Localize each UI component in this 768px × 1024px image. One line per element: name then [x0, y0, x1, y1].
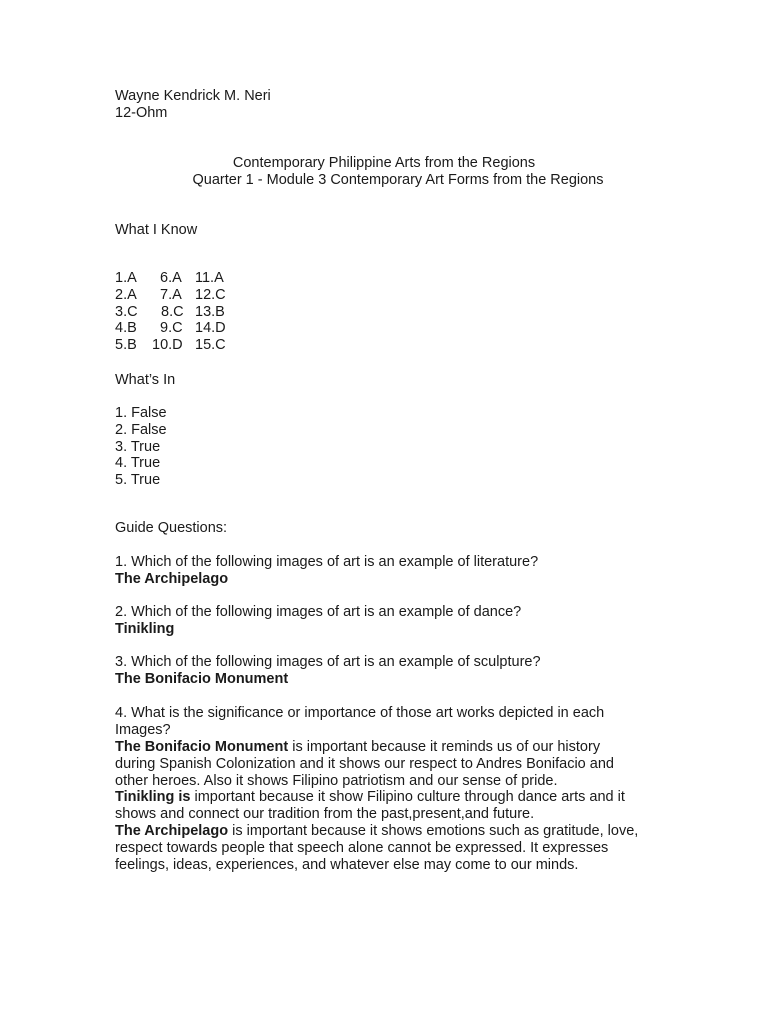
document-title: Contemporary Philippine Arts from the Regions	[232, 155, 536, 171]
guide-questions-heading: Guide Questions:	[115, 520, 228, 536]
answer-cell: 9.C	[160, 320, 183, 337]
answer-cell: 14.D	[195, 320, 226, 337]
list-item: 2. False	[115, 421, 167, 438]
answer-cell: 8.C	[161, 303, 184, 320]
answer-4-archipelago	[115, 823, 640, 873]
answer-row	[115, 304, 235, 321]
question-3: 3. Which of the following images of art is an example of sculpture?	[115, 654, 541, 670]
question-4: 4. What is the significance or importance of those art works depicted in each Images?	[115, 705, 605, 738]
answer-4-tinikling	[115, 789, 655, 823]
bonifacio-term: The Bonifacio Monument	[115, 739, 289, 755]
whats-in-heading: What’s In	[115, 372, 176, 388]
question-1: 1. Which of the following images of art is an example of literature?	[115, 554, 539, 570]
what-i-know-heading: What I Know	[115, 222, 198, 238]
question-2: 2. Which of the following images of art is an example of dance?	[115, 604, 522, 620]
answer-cell: 10.D	[152, 337, 183, 354]
answer-1: The Archipelago	[115, 571, 229, 587]
answer-cell: 12.C	[195, 286, 226, 303]
whats-in-list	[115, 405, 167, 489]
answer-cell: 1.A	[115, 270, 137, 286]
document-subtitle: Quarter 1 - Module 3 Contemporary Art Forms from the Regions	[192, 172, 604, 188]
tinikling-explanation: important because it show Filipino culture through dance arts and it shows and connect our tradition from the past,present,and future.	[115, 789, 625, 822]
student-name: Wayne Kendrick M. Neri	[115, 88, 271, 104]
answer-4-bonifacio	[115, 739, 635, 789]
answer-cell: 2.A	[115, 286, 137, 303]
list-item: 1. False	[115, 405, 167, 421]
answer-2: Tinikling	[115, 621, 175, 637]
answer-row	[115, 287, 235, 304]
answer-cell: 15.C	[195, 337, 226, 354]
student-section: 12-Ohm	[115, 105, 168, 121]
answer-cell: 13.B	[195, 303, 225, 320]
list-item: 4. True	[115, 455, 161, 472]
bonifacio-explanation: is important because it reminds us of our history during Spanish Colonization and it shows our respect to Andres Bonifacio and other heroes. Also it shows Filipino patriotism and our sense of pride.	[115, 739, 614, 789]
answer-cell: 11.A	[195, 270, 224, 286]
answer-cell: 3.C	[115, 303, 138, 320]
list-item: 3. True	[115, 438, 161, 455]
answer-row	[115, 320, 235, 337]
answer-row	[115, 270, 235, 287]
list-item: 5. True	[115, 472, 161, 489]
what-i-know-answers	[115, 270, 235, 354]
archipelago-term: The Archipelago	[115, 823, 229, 839]
answer-cell: 5.B	[115, 337, 137, 354]
answer-3: The Bonifacio Monument	[115, 671, 289, 687]
tinikling-term: Tinikling is	[115, 789, 191, 805]
answer-cell: 6.A	[160, 270, 182, 286]
answer-row	[115, 337, 235, 354]
archipelago-explanation: is important because it shows emotions such as gratitude, love, respect towards people that speech alone cannot be expressed. It expresses feelings, ideas, experiences, and whatever else may come to our minds.	[115, 823, 639, 873]
answer-cell: 7.A	[160, 286, 182, 303]
answer-cell: 4.B	[115, 320, 137, 337]
